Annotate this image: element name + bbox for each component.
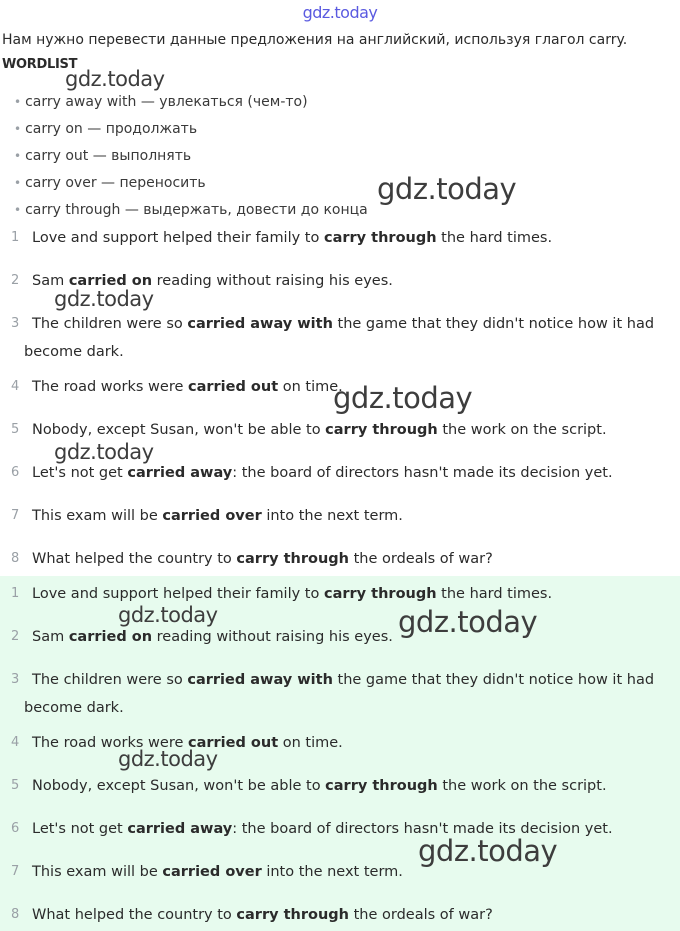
sentence-number: 8 xyxy=(11,551,20,566)
sentence-number: 2 xyxy=(11,273,20,288)
sentence-number: 1 xyxy=(11,586,20,601)
sentence-number: 5 xyxy=(11,778,20,793)
sentence-number: 6 xyxy=(11,821,20,836)
sentence-number: 2 xyxy=(11,629,20,644)
sentence-number: 7 xyxy=(11,508,20,523)
wordlist-item: • carry out — выполнять xyxy=(14,148,192,164)
bullet-icon: • xyxy=(14,122,22,136)
watermark: gdz.today xyxy=(333,381,473,415)
sentence-number: 3 xyxy=(11,316,20,331)
wordlist-item: • carry over — переносить xyxy=(14,175,206,191)
sentence-number: 6 xyxy=(11,465,20,480)
bullet-icon: • xyxy=(14,95,22,109)
watermark: gdz.today xyxy=(118,747,218,771)
sentence-number: 4 xyxy=(11,379,20,394)
watermark: gdz.today xyxy=(54,440,154,464)
site-logo[interactable]: gdz.today xyxy=(302,3,378,22)
task-intro: Нам нужно перевести данные предложения на английский, используя глагол carry. xyxy=(2,32,628,48)
wordlist-item: • carry through — выдержать, довести до конца xyxy=(14,202,368,218)
bullet-icon: • xyxy=(14,176,22,190)
watermark: gdz.today xyxy=(398,605,538,639)
watermark: gdz.today xyxy=(54,287,154,311)
wordlist-item: • carry away with — увлекаться (чем-то) xyxy=(14,94,308,110)
bullet-icon: • xyxy=(14,203,22,217)
watermark: gdz.today xyxy=(118,603,218,627)
sentence-number: 7 xyxy=(11,864,20,879)
sentence-number: 1 xyxy=(11,230,20,245)
watermark: gdz.today xyxy=(377,172,517,206)
watermark: gdz.today xyxy=(65,67,165,91)
watermark: gdz.today xyxy=(418,834,558,868)
sentence-number: 3 xyxy=(11,672,20,687)
bullet-icon: • xyxy=(14,149,22,163)
sentence-number: 5 xyxy=(11,422,20,437)
sentence-number: 8 xyxy=(11,907,20,922)
wordlist-item: • carry on — продолжать xyxy=(14,121,198,137)
sentence-number: 4 xyxy=(11,735,20,750)
wordlist-title: WORDLIST xyxy=(2,57,78,72)
